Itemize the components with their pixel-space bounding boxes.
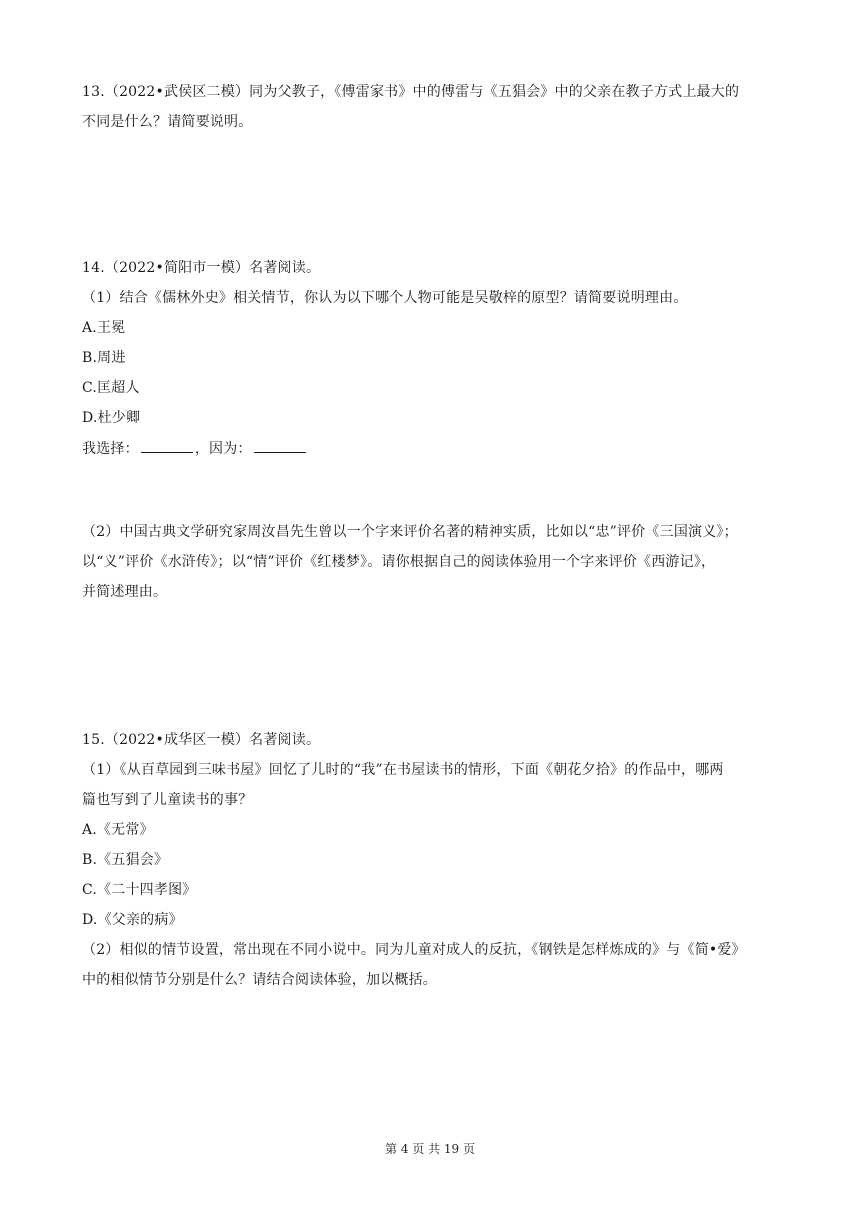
q13-line-2: 不同是什么？请简要说明。 xyxy=(82,114,253,130)
q14-heading: 14.（2022•简阳市一模）名著阅读。 xyxy=(82,260,321,276)
q14-part1: （1）结合《儒林外史》相关情节，你认为以下哪个人物可能是吴敬梓的原型？请简要说明理由。 xyxy=(82,290,688,306)
q13-line-1: 13.（2022•武侯区二模）同为父教子，《傅雷家书》中的傅雷与《五猖会》中的父亲在教子方式上最大的 xyxy=(82,84,740,100)
q14-option-a: A.王冕 xyxy=(82,320,126,336)
page-footer: 第 4 页 共 19 页 xyxy=(385,1142,475,1156)
q15-option-a: A.《无常》 xyxy=(82,822,154,838)
q15-part2-line-2: 中的相似情节分别是什么？请结合阅读体验，加以概括。 xyxy=(82,972,437,988)
answer-blank-reason[interactable] xyxy=(254,438,306,453)
answer-prefix: 我选择： xyxy=(82,441,139,457)
q14-part2-line-3: 并简述理由。 xyxy=(82,584,168,600)
q14-part2-line-1: （2）中国古典文学研究家周汝昌先生曾以一个字来评价名著的精神实质，比如以“忠”评价《三国演义》； xyxy=(82,524,738,540)
q15-heading: 15.（2022•成华区一模）名著阅读。 xyxy=(82,732,321,748)
q14-answer-line xyxy=(82,438,308,459)
q15-option-b: B.《五猖会》 xyxy=(82,852,169,868)
q14-option-c: C.匡超人 xyxy=(82,380,140,396)
q15-part2-line-1: （2）相似的情节设置，常出现在不同小说中。同为儿童对成人的反抗，《钢铁是怎样炼成的》与《简•爱》 xyxy=(82,942,746,958)
q15-part1-line-2: 篇也写到了儿童读书的事？ xyxy=(82,792,253,808)
q14-option-b: B.周进 xyxy=(82,350,126,366)
q15-option-c: C.《二十四孝图》 xyxy=(82,882,197,898)
answer-blank-choice[interactable] xyxy=(141,438,193,453)
answer-middle: ，因为： xyxy=(194,441,252,457)
q15-part1-line-1: （1）《从百草园到三味书屋》回忆了儿时的“我”在书屋读书的情形，下面《朝花夕拾》的作品中，哪两 xyxy=(82,762,724,778)
q14-option-d: D.杜少卿 xyxy=(82,410,141,426)
q15-option-d: D.《父亲的病》 xyxy=(82,912,183,928)
q14-part2-line-2: 以“义”评价《水浒传》；以“情”评价《红楼梦》。请你根据自己的阅读体验用一个字来评价《西游记》， xyxy=(82,554,716,570)
